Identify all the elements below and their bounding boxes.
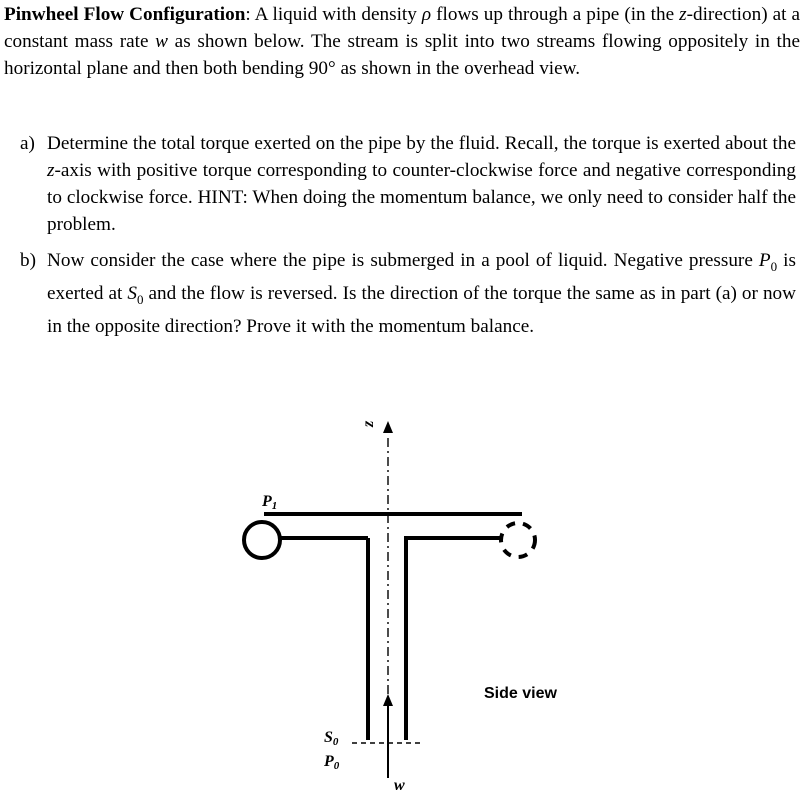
z-axis-arrowhead [383, 421, 393, 433]
flow-arrowhead [383, 694, 393, 706]
z-symbol: z [679, 4, 687, 25]
p0-label: P0 [324, 753, 340, 772]
intro-text: as shown below. The stream is split into two streams flowing oppositely in the horizontal plane and then both bending 90° as shown in the overhead view. [4, 31, 800, 79]
intro-text: -direction) at a constant mass rate [4, 4, 800, 52]
left-outlet [244, 522, 280, 558]
w-label: w [394, 777, 405, 794]
question-text: is exerted at [47, 250, 796, 304]
question-marker: a) [20, 133, 35, 154]
p0-symbol: $P_0$ [758, 250, 778, 274]
question-text: Determine the total torque exerted on the pipe by the fluid. Recall, the torque is exerted about the [47, 133, 796, 154]
question-text: Now consider the case where the pipe is submerged in a pool of liquid. Negative pressure [47, 250, 759, 271]
p1-label: P1 [262, 493, 278, 512]
problem-title: Pinwheel Flow Configuration [4, 4, 246, 25]
s0-label: S0 [324, 729, 339, 748]
intro-text: : A liquid with density [245, 4, 422, 25]
z-symbol: z [47, 160, 55, 181]
s0-symbol: $S_0$ [127, 282, 144, 307]
question-text: -axis with positive torque corresponding to counter-clockwise force and negative corresponding to clockwise force. HINT: When doing the momentum balance, we only need to consider half the problem. [47, 160, 796, 235]
right-outlet [501, 523, 535, 557]
question-marker: b) [20, 250, 36, 271]
question-text: and the flow is reversed. Is the direction of the torque the same as in part (a) or now in the opposite direction? Prove it with the momentum balance. [47, 282, 796, 337]
z-axis-label: z [360, 420, 377, 427]
intro-text: flows up through a pipe (in the [431, 4, 680, 25]
side-view-label: Side view [484, 685, 557, 702]
density-symbol: ρ [421, 4, 432, 25]
w-symbol: w [155, 31, 168, 52]
